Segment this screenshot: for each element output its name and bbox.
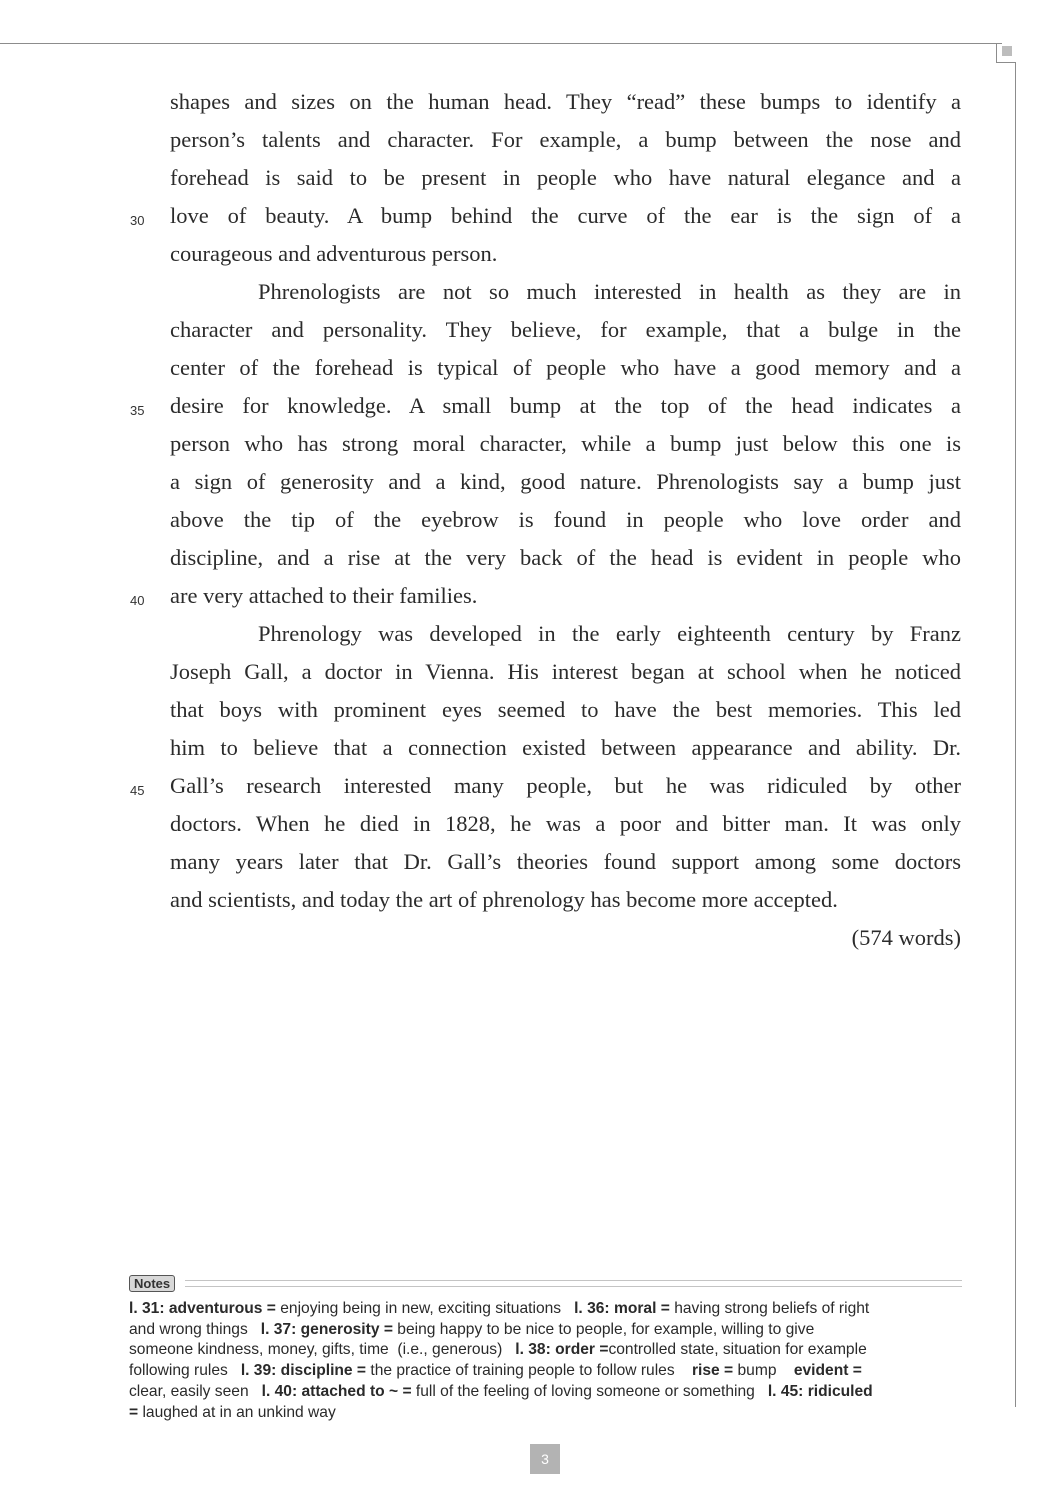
passage-line: many years later that Dr. Gall’s theories found support among some doctors [170,849,961,874]
passage-line: Joseph Gall, a doctor in Vienna. His interest began at school when he noticed [170,659,961,684]
passage-line: Phrenologists are not so much interested in health as they are in [258,279,961,304]
passage-line: person who has strong moral character, while a bump just below this one is [170,431,961,456]
note-definition: controlled state, situation for example [608,1341,867,1359]
notes-divider [185,1280,962,1287]
passage-line: and scientists, and today the art of phrenology has become more accepted. [170,887,838,912]
note-term: = [129,1403,139,1421]
note-term: l. 37: generosity = [260,1320,393,1338]
passage-line: doctors. When he died in 1828, he was a poor and bitter man. It was only [170,811,961,836]
line-number: 35 [130,403,145,418]
note-definition: and wrong things [129,1320,261,1338]
note-line [129,1299,962,1320]
top-rule [0,43,1002,44]
note-definition: enjoying being in new, exciting situations [275,1300,575,1317]
passage-line: Gall’s research interested many people, but he was ridiculed by other [170,773,961,798]
line-number: 40 [130,593,145,608]
passage-line: discipline, and a rise at the very back of the head is evident in people who [170,545,961,570]
note-term: evident = [793,1362,862,1380]
note-term: l. 45: ridiculed [767,1382,873,1400]
passage-line: courageous and adventurous person. [170,241,498,266]
passage-line: Phrenology was developed in the early eighteenth century by Franz [258,621,961,646]
note-definition: the practice of training people to follow rules [366,1362,692,1380]
note-line [129,1382,962,1403]
right-rule [1015,62,1016,1407]
passage-line: person’s talents and character. For example, a bump between the nose and [170,127,961,152]
page-number: 3 [530,1444,560,1474]
vocabulary-notes [129,1299,962,1423]
note-term: l. 31: adventurous = [129,1300,276,1317]
line-number: 30 [130,213,145,228]
passage-line: character and personality. They believe, for example, that a bulge in the [170,317,961,342]
note-definition: having strong beliefs of right [669,1300,870,1317]
note-line [129,1320,962,1341]
note-line [129,1340,962,1361]
note-line [129,1403,962,1424]
note-term: l. 38: order = [515,1341,609,1359]
passage-line: desire for knowledge. A small bump at the top of the head indicates a [170,393,961,418]
notes-header [129,1275,962,1293]
passage-line: forehead is said to be present in people who have natural elegance and a [170,165,961,190]
note-definition: full of the feeling of loving someone or something [411,1382,768,1400]
note-definition: laughed at in an unkind way [138,1403,336,1421]
note-definition: following rules [129,1362,241,1380]
corner-square [1002,46,1012,56]
note-term: l. 36: moral = [574,1300,670,1317]
note-term: rise = [691,1362,734,1380]
note-definition: being happy to be nice to people, for example, willing to give [392,1320,815,1338]
passage-line: a sign of generosity and a kind, good nature. Phrenologists say a bump just [170,469,961,494]
passage-line: that boys with prominent eyes seemed to have the best memories. This led [170,697,961,722]
passage-line: center of the forehead is typical of people who have a good memory and a [170,355,961,380]
passage-line: shapes and sizes on the human head. They “read” these bumps to identify a [170,89,961,114]
note-definition: clear, easily seen [129,1382,262,1400]
passage-line: love of beauty. A bump behind the curve of the ear is the sign of a [170,203,961,228]
note-definition: bump [733,1362,794,1380]
line-number: 45 [130,783,145,798]
passage-line: are very attached to their families. [170,583,478,608]
passage-line: him to believe that a connection existed between appearance and ability. Dr. [170,735,961,760]
passage-line: above the tip of the eyebrow is found in people who love order and [170,507,961,532]
note-definition: someone kindness, money, gifts, time (i.e., generous) [129,1341,516,1359]
word-count: (574 words) [851,925,961,950]
note-term: l. 40: attached to ~ = [261,1382,412,1400]
notes-label: Notes [129,1275,175,1292]
note-term: l. 39: discipline = [240,1362,367,1380]
note-line [129,1361,962,1382]
